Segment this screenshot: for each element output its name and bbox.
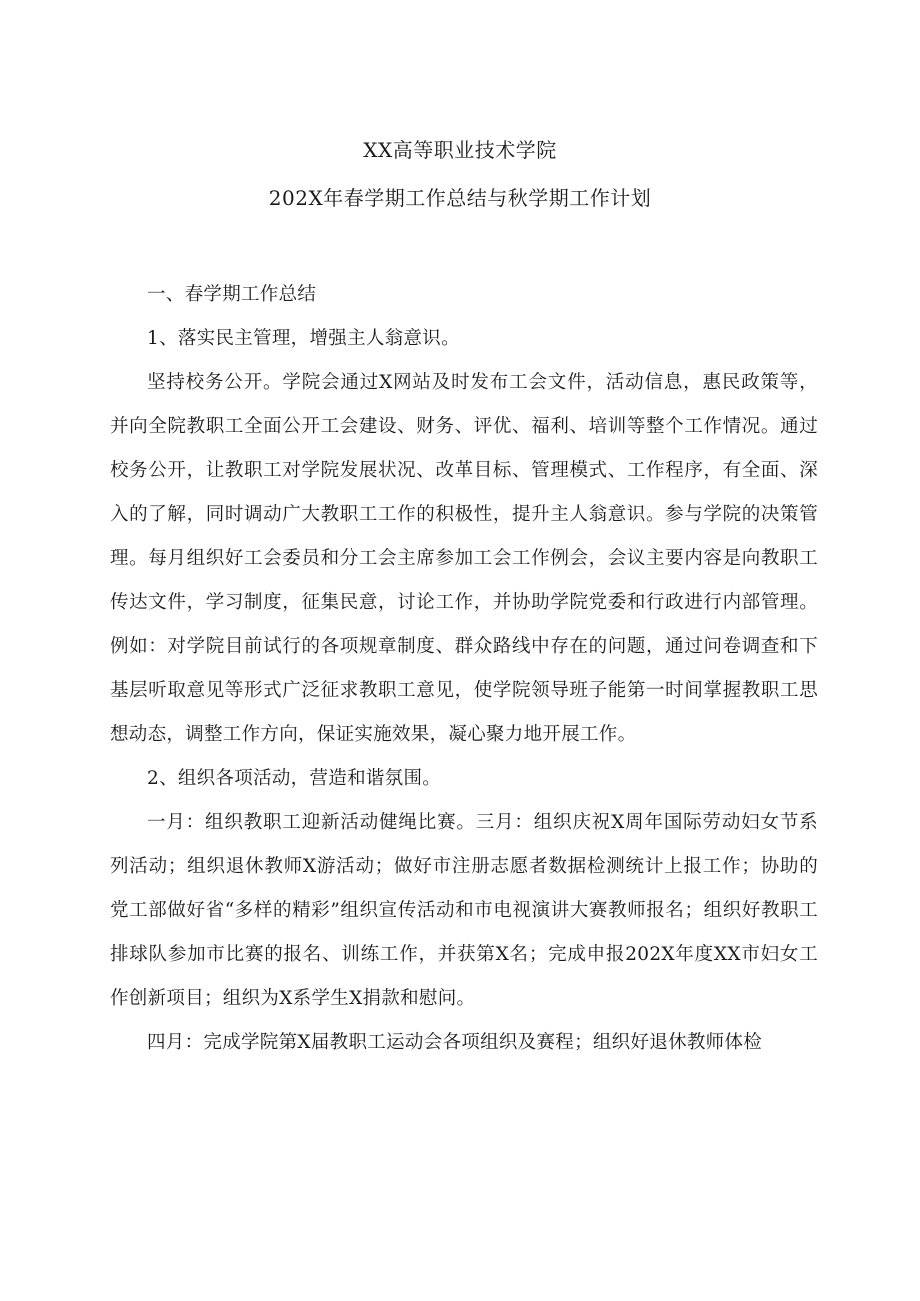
item1-heading: 1、落实民主管理，增强主人翁意识。 <box>147 328 460 349</box>
item1-paragraph: 坚持校务公开。学院会通过X网站及时发布工会文件，活动信息，惠民政策等，并向全院教职工全面公开工会建设、财务、评优、福利、培训等整个工作情况。通过校务公开，让教职工对学院发展状况、改革目标、管理模式、工作程序，有全面、深入的了解，同时调动广大教职工工作的积极性，提升主人翁意识。参与学院的决策管理。每月组织好工会委员和分工会主席参加工会工作例会，会议主要内容是向教职工传达文件，学习制度，征集民意，讨论工作，并协助学院党委和行政进行内部管理。例如：对学院目前试行的各项规章制度、群众路线中存在的问题，通过问卷调查和下基层听取意见等形式广泛征求教职工意见，使学院领导班子能第一时间掌握教职工思想动态，调整工作方向，保证实施效果，凝心聚力地开展工作。 <box>110 372 818 745</box>
item2-paragraph-continued: 四月：完成学院第X届教职工运动会各项组织及赛程；组织好退休教师体检 <box>147 1032 763 1053</box>
section-heading: 一、春学期工作总结 <box>147 284 317 305</box>
item2-heading: 2、组织各项活动，营造和谐氛围。 <box>147 768 442 789</box>
document-title-line2: 202X年春学期工作总结与秋学期工作计划 <box>268 186 652 210</box>
document-body <box>110 273 818 1065</box>
item2-paragraph: 一月：组织教职工迎新活动健绳比赛。三月：组织庆祝X周年国际劳动妇女节系列活动；组织退休教师X游活动；做好市注册志愿者数据检测统计上报工作；协助的党工部做好省“多样的精彩”组织宣传活动和市电视演讲大赛教师报名；组织好教职工排球队参加市比赛的报名、训练工作，并获第X名；完成申报202X年度XX市妇女工作创新项目；组织为X系学生X捐款和慰问。 <box>110 812 818 1009</box>
document-title-line1: XX高等职业技术学院 <box>363 138 557 162</box>
